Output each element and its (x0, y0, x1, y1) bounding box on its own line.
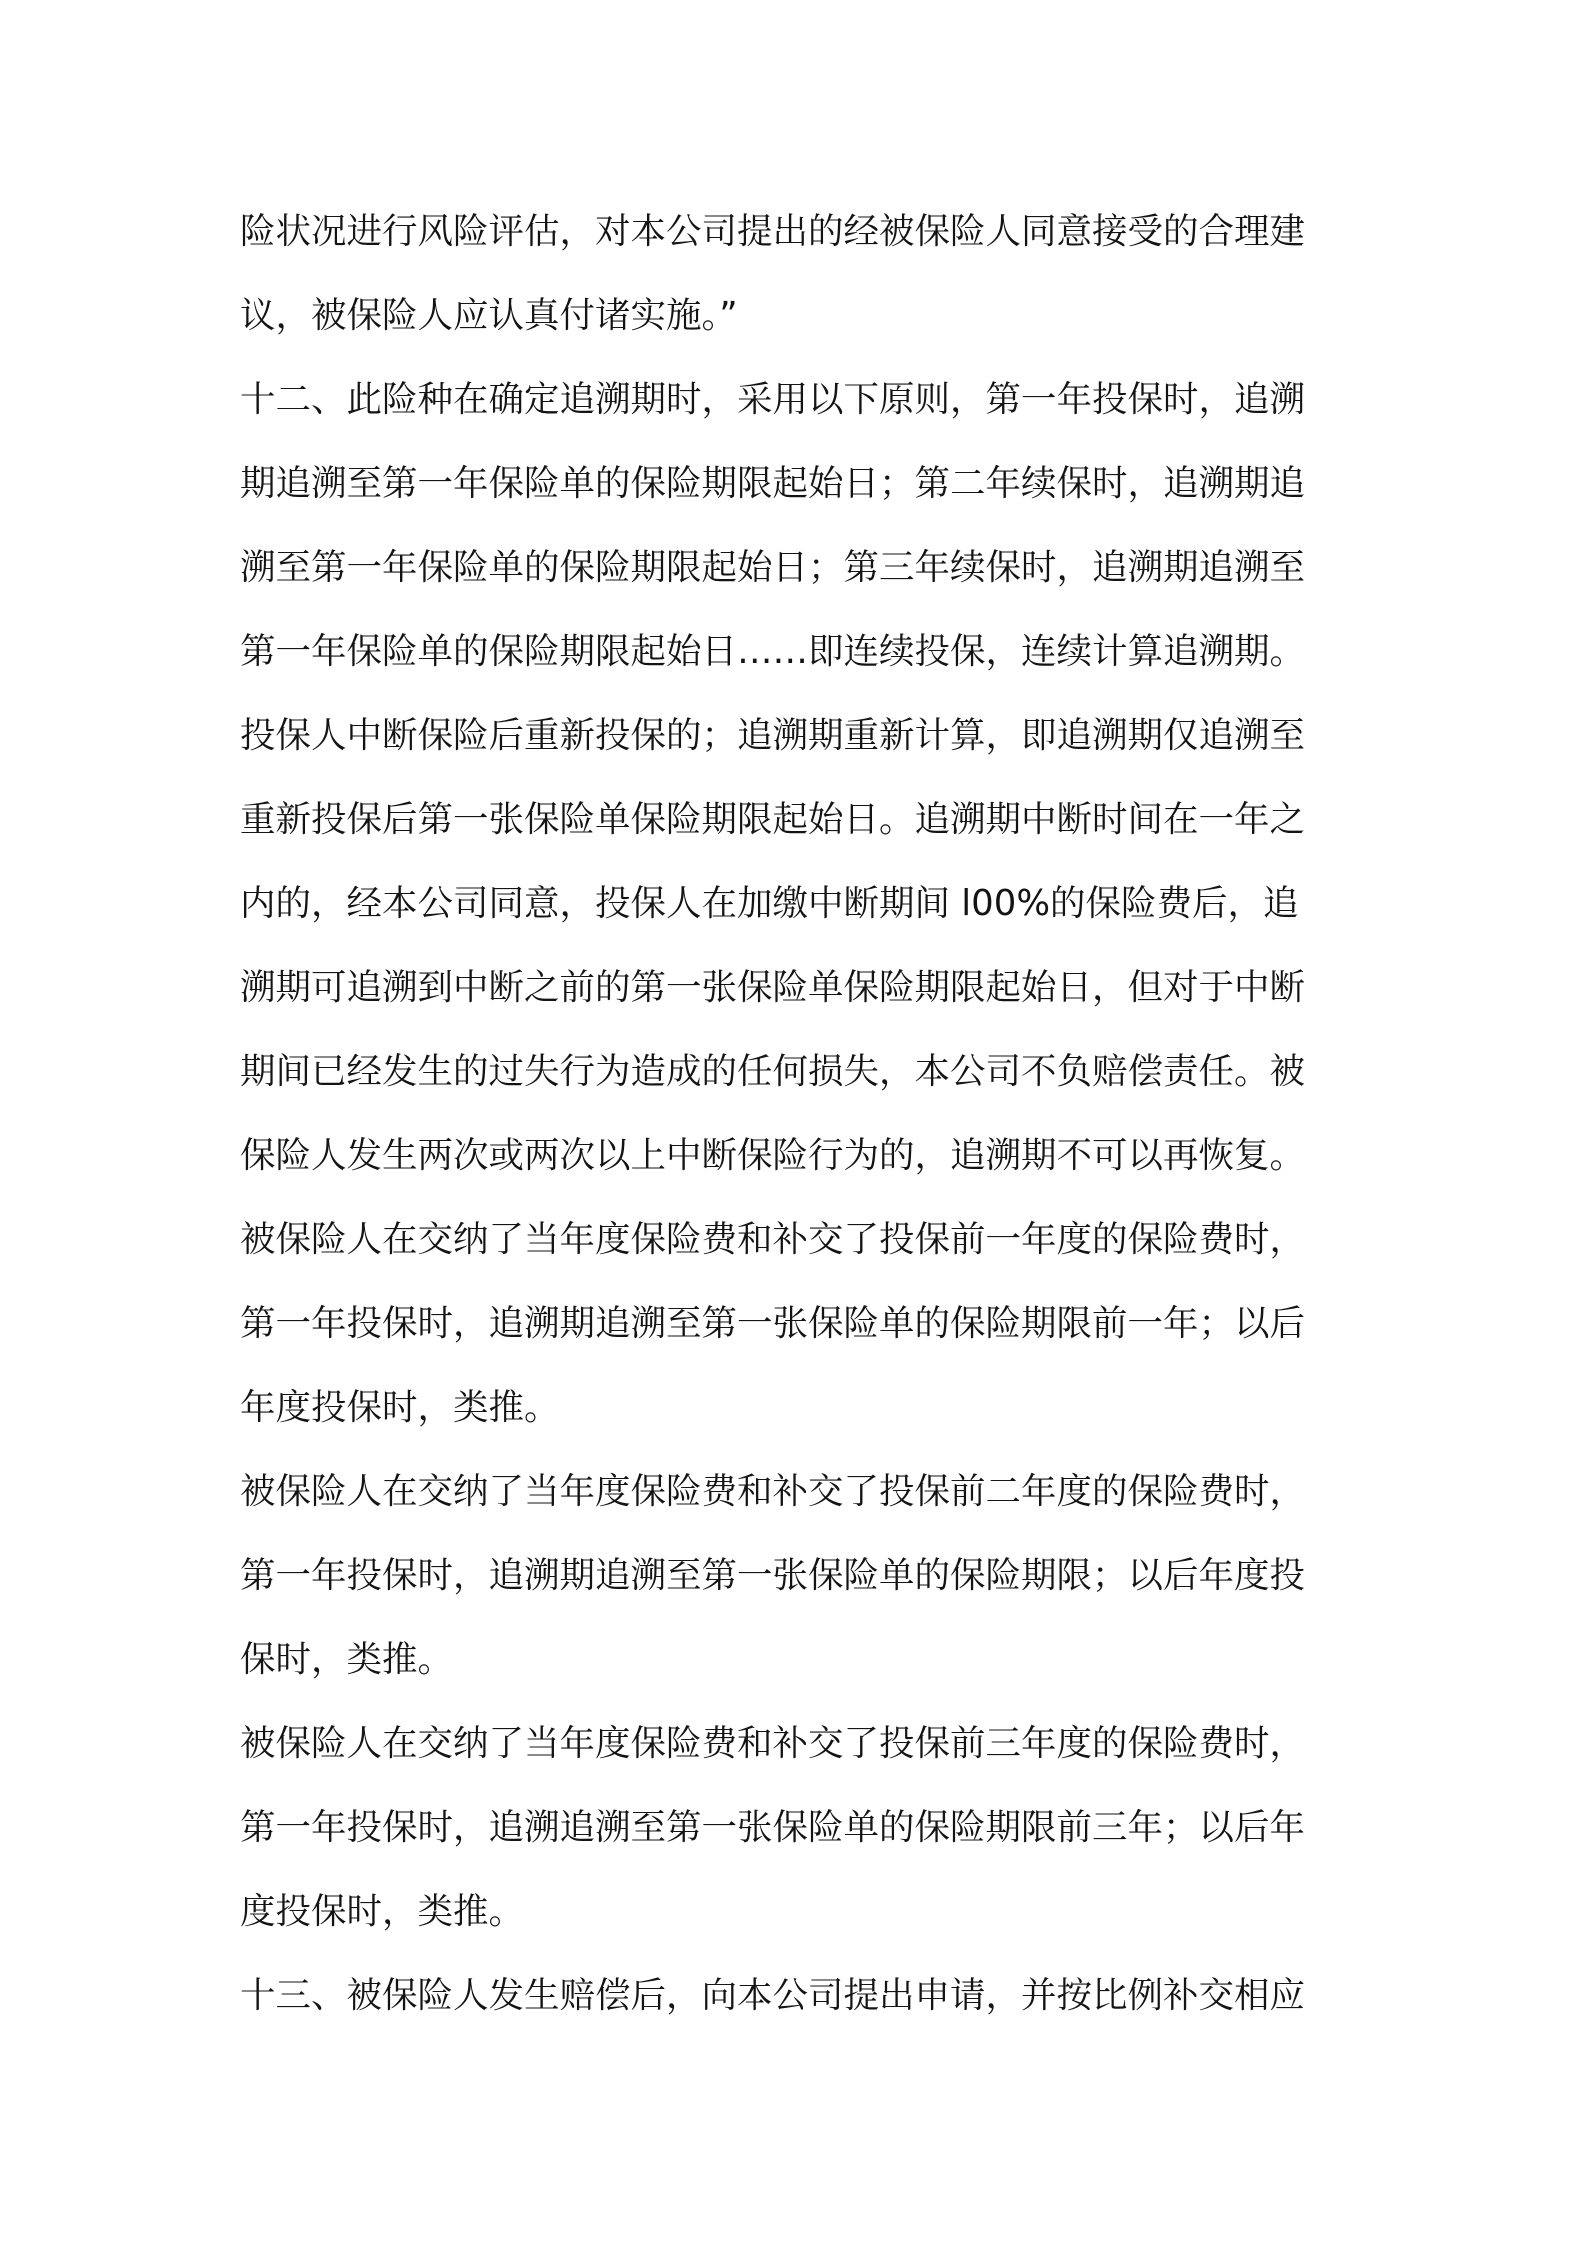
text-line: 年度投保时，类推。 (240, 1387, 560, 1428)
text-line: 十三、被保险人发生赔偿后，向本公司提出申请，并按比例补交相应 (240, 1975, 1306, 2016)
text-line: 被保险人在交纳了当年度保险费和补交了投保前三年度的保险费时， (240, 1723, 1306, 1764)
text-line: 投保人中断保险后重新投保的；追溯期重新计算，即追溯期仅追溯至 (240, 715, 1306, 756)
text-line: 第一年保险单的保险期限起始日……即连续投保，连续计算追溯期。 (240, 631, 1306, 672)
text-line: 重新投保后第一张保险单保险期限起始日。追溯期中断时间在一年之 (240, 799, 1306, 840)
text-line: 第一年投保时，追溯期追溯至第一张保险单的保险期限前一年；以后 (240, 1303, 1306, 1344)
text-line: 第一年投保时，追溯追溯至第一张保险单的保险期限前三年；以后年 (240, 1807, 1306, 1848)
text-line: 议，被保险人应认真付诸实施。” (240, 295, 738, 336)
text-line: 内的，经本公司同意，投保人在加缴中断期间 l00%的保险费后，追 (240, 883, 1299, 924)
text-line: 保险人发生两次或两次以上中断保险行为的，追溯期不可以再恢复。 (240, 1135, 1306, 1176)
text-line: 期追溯至第一年保险单的保险期限起始日；第二年续保时，追溯期追 (240, 463, 1306, 504)
text-line: 期间已经发生的过失行为造成的任何损失，本公司不负赔偿责任。被 (240, 1051, 1306, 1092)
text-line: 度投保时，类推。 (240, 1891, 525, 1932)
text-line: 溯至第一年保险单的保险期限起始日；第三年续保时，追溯期追溯至 (240, 547, 1306, 588)
text-line: 被保险人在交纳了当年度保险费和补交了投保前二年度的保险费时， (240, 1471, 1306, 1512)
text-line: 险状况进行风险评估，对本公司提出的经被保险人同意接受的合理建 (240, 211, 1306, 252)
text-line: 溯期可追溯到中断之前的第一张保险单保险期限起始日，但对于中断 (240, 967, 1306, 1008)
text-line: 被保险人在交纳了当年度保险费和补交了投保前一年度的保险费时， (240, 1219, 1306, 1260)
text-line: 十二、此险种在确定追溯期时，采用以下原则，第一年投保时，追溯 (240, 379, 1306, 420)
document-body-text (240, 190, 1360, 2038)
text-line: 第一年投保时，追溯期追溯至第一张保险单的保险期限；以后年度投 (240, 1555, 1306, 1596)
text-line: 保时，类推。 (240, 1639, 454, 1680)
